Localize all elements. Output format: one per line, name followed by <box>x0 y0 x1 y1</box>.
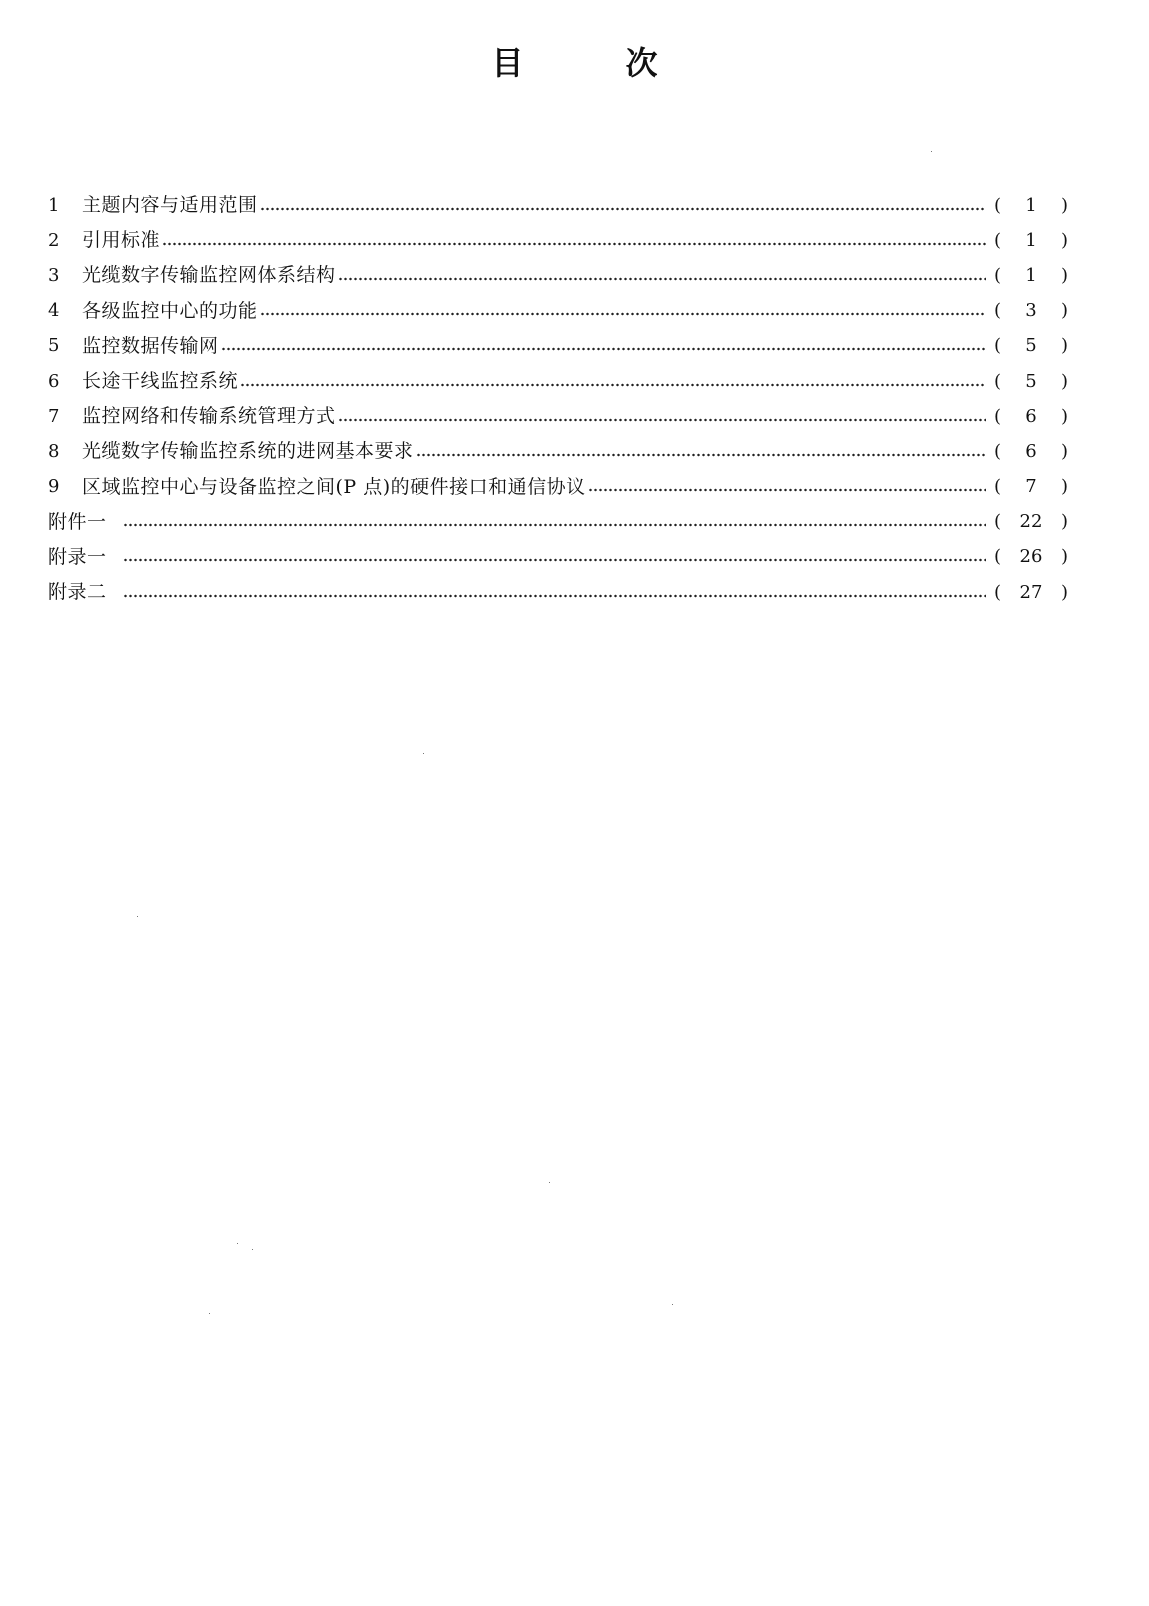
toc-leader-dots <box>416 453 986 457</box>
toc-entry-label: 光缆数字传输监控系统的进网基本要求 <box>82 440 414 463</box>
toc-entry-label: 区域监控中心与设备监控之间(P 点)的硬件接口和通信协议 <box>82 475 586 498</box>
toc-entry-number: 3 <box>48 264 60 286</box>
toc-page-number: 6 <box>1025 405 1037 427</box>
toc-entry-6[interactable] <box>48 364 1068 399</box>
toc-entry-label: 附录二 <box>48 581 107 604</box>
scan-speck <box>672 1304 673 1305</box>
toc-entry-1[interactable] <box>48 188 1068 223</box>
toc-entry-page <box>994 513 1068 531</box>
scan-speck <box>237 1243 238 1244</box>
toc-entry-3[interactable] <box>48 258 1068 293</box>
paren-close: ) <box>1060 229 1068 251</box>
toc-entry-appendix-2[interactable] <box>48 575 1068 610</box>
toc-entry-page <box>994 337 1068 355</box>
toc-leader-dots <box>123 558 986 562</box>
scan-speck <box>137 916 138 917</box>
scan-speck <box>549 1182 550 1183</box>
toc-entry-page <box>994 264 1068 286</box>
toc-entry-number: 9 <box>48 476 60 498</box>
paren-close: ) <box>1060 405 1068 427</box>
paren-close: ) <box>1060 300 1068 322</box>
toc-entry-page <box>994 405 1068 427</box>
toc-entry-label: 监控数据传输网 <box>82 334 219 357</box>
toc-entry-label: 监控网络和传输系统管理方式 <box>82 405 336 428</box>
toc-entry-appendix-1[interactable] <box>48 540 1068 575</box>
toc-entry-number: 6 <box>48 370 60 392</box>
toc-leader-dots <box>221 347 986 351</box>
toc-page-number: 5 <box>1025 370 1037 392</box>
paren-open: ( <box>994 476 1002 498</box>
paren-open: ( <box>994 300 1002 322</box>
toc-entry-label: 各级监控中心的功能 <box>82 299 258 322</box>
paren-close: ) <box>1060 335 1068 357</box>
paren-open: ( <box>994 405 1002 427</box>
paren-open: ( <box>994 440 1002 462</box>
toc-leader-dots <box>260 207 986 211</box>
paren-open: ( <box>994 335 1002 357</box>
title-char-1: 目 <box>491 44 524 82</box>
toc-entry-page <box>994 194 1068 216</box>
toc-leader-dots <box>123 594 986 598</box>
toc-entry-9[interactable] <box>48 470 1068 505</box>
toc-page-number: 22 <box>1019 511 1043 533</box>
paren-open: ( <box>994 194 1002 216</box>
toc-page-number: 7 <box>1025 476 1037 498</box>
toc-entry-2[interactable] <box>48 223 1068 258</box>
toc-page-number: 6 <box>1025 440 1037 462</box>
toc-page-number: 1 <box>1025 264 1037 286</box>
paren-close: ) <box>1060 581 1068 603</box>
toc-entry-number: 1 <box>48 194 60 216</box>
paren-close: ) <box>1060 511 1068 533</box>
toc-entry-page <box>994 548 1068 566</box>
toc-page-number: 27 <box>1019 581 1043 603</box>
toc-entry-7[interactable] <box>48 399 1068 434</box>
scan-speck <box>931 151 932 152</box>
toc-entry-number: 8 <box>48 440 60 462</box>
toc-entry-label: 引用标准 <box>82 229 161 252</box>
paren-close: ) <box>1060 476 1068 498</box>
scan-speck <box>252 1249 253 1250</box>
page-title <box>0 36 1149 86</box>
toc-page-number: 5 <box>1025 335 1037 357</box>
toc-entry-page <box>994 370 1068 392</box>
toc-entry-label: 主题内容与适用范围 <box>82 194 258 217</box>
paren-open: ( <box>994 229 1002 251</box>
toc-entry-8[interactable] <box>48 434 1068 469</box>
toc-entry-label: 附录一 <box>48 545 107 568</box>
toc-leader-dots <box>260 312 986 316</box>
toc-page-number: 26 <box>1019 546 1043 568</box>
toc-leader-dots <box>240 383 986 387</box>
toc-entry-label: 附件一 <box>48 510 107 533</box>
toc-entry-page <box>994 478 1068 496</box>
toc-page-number: 3 <box>1025 300 1037 322</box>
toc-leader-dots <box>162 242 986 246</box>
toc-entry-page <box>994 440 1068 462</box>
toc-entry-number: 2 <box>48 229 60 251</box>
toc-entry-label: 长途干线监控系统 <box>82 370 239 393</box>
paren-close: ) <box>1060 370 1068 392</box>
toc-leader-dots <box>588 488 986 492</box>
toc-page-number: 1 <box>1025 194 1037 216</box>
paren-open: ( <box>994 370 1002 392</box>
paren-close: ) <box>1060 264 1068 286</box>
toc-entry-page <box>994 581 1068 603</box>
paren-open: ( <box>994 546 1002 568</box>
toc-entry-number: 7 <box>48 405 60 427</box>
paren-open: ( <box>994 264 1002 286</box>
toc-entry-4[interactable] <box>48 294 1068 329</box>
paren-open: ( <box>994 581 1002 603</box>
paren-open: ( <box>994 511 1002 533</box>
toc-leader-dots <box>123 523 986 527</box>
toc-entry-number: 4 <box>48 300 60 322</box>
toc-entry-label: 光缆数字传输监控网体系结构 <box>82 264 336 287</box>
toc-entry-page <box>994 302 1068 320</box>
toc-page-number: 1 <box>1025 229 1037 251</box>
table-of-contents <box>48 188 1068 610</box>
toc-leader-dots <box>338 418 986 422</box>
toc-entry-page <box>994 229 1068 251</box>
title-char-2: 次 <box>625 44 658 82</box>
toc-entry-number: 5 <box>48 335 60 357</box>
toc-entry-attachment-1[interactable] <box>48 505 1068 540</box>
scan-speck <box>209 1313 210 1314</box>
scan-speck <box>423 753 424 754</box>
paren-close: ) <box>1060 546 1068 568</box>
toc-entry-5[interactable] <box>48 329 1068 364</box>
paren-close: ) <box>1060 194 1068 216</box>
toc-leader-dots <box>338 277 986 281</box>
paren-close: ) <box>1060 440 1068 462</box>
